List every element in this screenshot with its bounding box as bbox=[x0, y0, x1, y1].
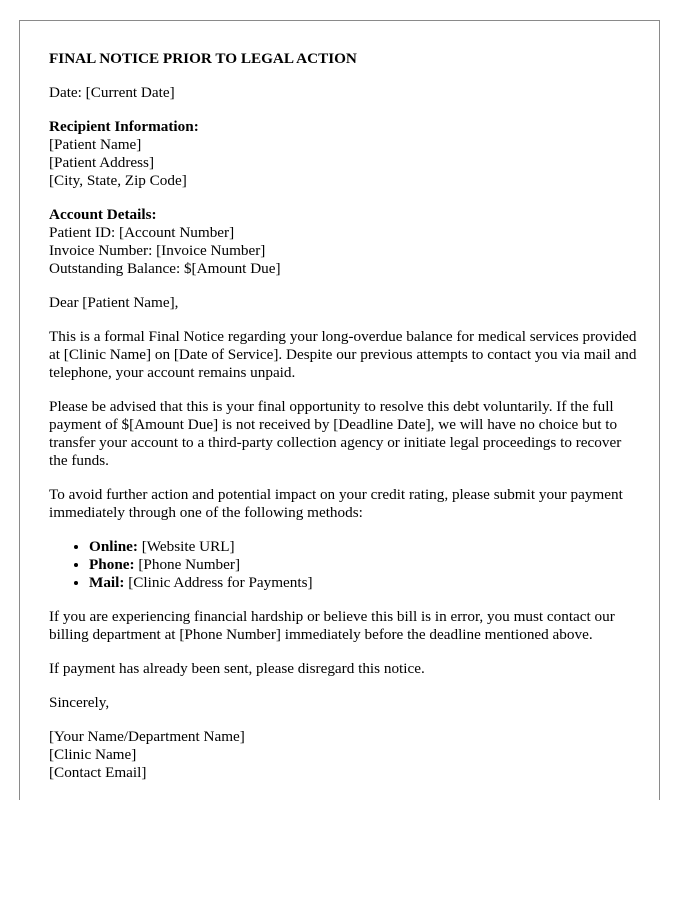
signature-block bbox=[49, 728, 639, 782]
signature-email: [Contact Email] bbox=[49, 764, 147, 781]
payment-method-value: [Clinic Address for Payments] bbox=[124, 574, 313, 591]
signature-name: [Your Name/Department Name] bbox=[49, 728, 245, 745]
recipient-address: [Patient Address] bbox=[49, 154, 155, 171]
payment-method-value: [Phone Number] bbox=[134, 556, 241, 573]
account-heading: Account Details: bbox=[49, 206, 157, 223]
paragraph-payment-intro: To avoid further action and potential impact on your credit rating, please submit your payment immediately through one of the following methods: bbox=[49, 486, 623, 521]
paragraph-final-notice: This is a formal Final Notice regarding your long-overdue balance for medical services provided at [Clinic Name] on [Date of Service]. Despite our previous attempts to contact you via mail and telephone, your account remains unpaid. bbox=[49, 328, 637, 381]
paragraph-disregard: If payment has already been sent, please disregard this notice. bbox=[49, 660, 425, 677]
recipient-heading: Recipient Information: bbox=[49, 118, 199, 135]
letter-content bbox=[49, 50, 639, 798]
list-item bbox=[89, 538, 639, 556]
letter-page bbox=[19, 20, 660, 800]
account-section bbox=[49, 206, 639, 278]
list-item bbox=[89, 556, 639, 574]
recipient-name: [Patient Name] bbox=[49, 136, 142, 153]
signature-clinic: [Clinic Name] bbox=[49, 746, 137, 763]
closing: Sincerely, bbox=[49, 694, 110, 711]
paragraph-final-opportunity: Please be advised that this is your final opportunity to resolve this debt voluntarily. If the full payment of $[Amount Due] is not received by [Deadline Date], we will have no choice but to transfer your account to a third-party collection agency or initiate legal proceedings to recover the funds. bbox=[49, 398, 622, 469]
recipient-city-state-zip: [City, State, Zip Code] bbox=[49, 172, 187, 189]
date-line: Date: [Current Date] bbox=[49, 84, 175, 101]
paragraph-hardship: If you are experiencing financial hardship or believe this bill is in error, you must contact our billing department at [Phone Number] immediately before the deadline mentioned above. bbox=[49, 608, 615, 643]
letter-title: FINAL NOTICE PRIOR TO LEGAL ACTION bbox=[49, 50, 357, 67]
patient-id-line: Patient ID: [Account Number] bbox=[49, 224, 235, 241]
payment-method-label: Online: bbox=[89, 538, 138, 555]
salutation: Dear [Patient Name], bbox=[49, 294, 179, 311]
outstanding-balance-line: Outstanding Balance: $[Amount Due] bbox=[49, 260, 281, 277]
payment-method-label: Phone: bbox=[89, 556, 135, 573]
payment-method-value: [Website URL] bbox=[137, 538, 235, 555]
payment-method-label: Mail: bbox=[89, 574, 125, 591]
invoice-number-line: Invoice Number: [Invoice Number] bbox=[49, 242, 266, 259]
list-item bbox=[89, 574, 639, 592]
recipient-section bbox=[49, 118, 639, 190]
payment-methods-list bbox=[49, 538, 639, 592]
